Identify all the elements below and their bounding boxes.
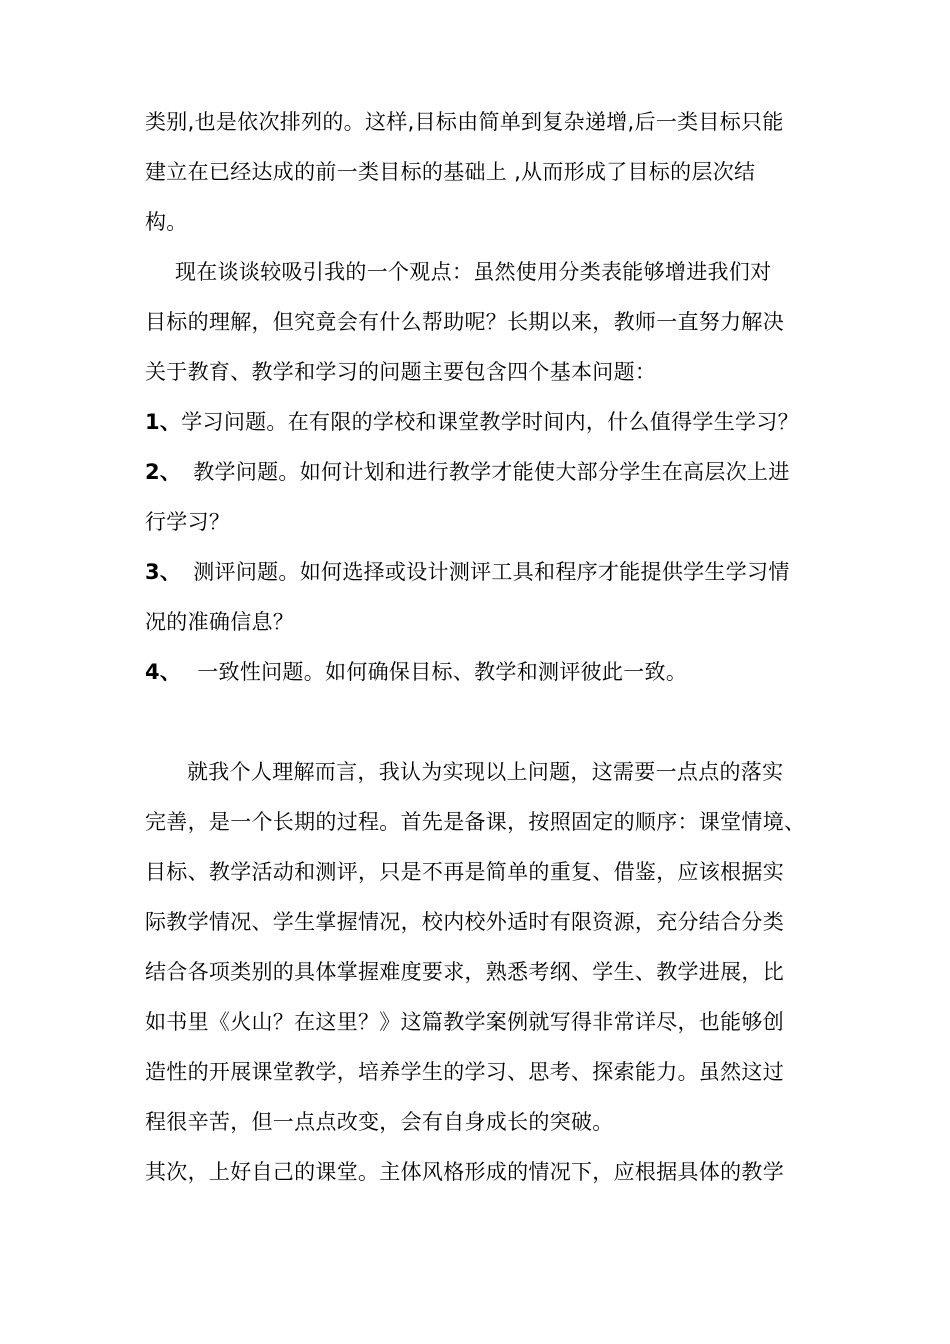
list-item-text: 学习问题。在有限的学校和课堂教学时间内，什么值得学生学习？: [181, 410, 799, 434]
text-line: 关于教育、教学和学习的问题主要包含四个基本问题：: [145, 360, 657, 384]
list-item-1: [145, 408, 799, 436]
text-line: 造性的开展课堂教学，培养学生的学习、思考、探索能力。虽然这过: [145, 1060, 784, 1084]
text-line: 目标、教学活动和测评，只是不再是简单的重复、借鉴，应该根据实: [145, 860, 784, 884]
text-line: 构。: [145, 210, 188, 234]
list-item-3: [145, 558, 790, 586]
text-line: 完善，是一个长期的过程。首先是备课，按照固定的顺序：课堂情境、: [145, 810, 806, 834]
text-line: 目标的理解，但究竟会有什么帮助呢？长期以来，教师一直努力解决: [145, 310, 784, 334]
list-item-text: 一致性问题。如何确保目标、教学和测评彼此一致。: [197, 660, 688, 684]
text-line: 结合各项类别的具体掌握难度要求，熟悉考纲、学生、教学进展，比: [145, 960, 784, 984]
paragraph-start-line: 就我个人理解而言，我认为实现以上问题，这需要一点点的落实: [187, 760, 784, 784]
text-line: 况的准确信息？: [145, 610, 295, 634]
text-line: 如书里《火山？在这里？》这篇教学案例就写得非常详尽，也能够创: [145, 1010, 784, 1034]
list-item-4: [145, 658, 687, 686]
list-number: 3、: [145, 560, 182, 584]
paragraph-start-line: 其次，上好自己的课堂。主体风格形成的情况下，应根据具体的教学: [145, 1160, 784, 1184]
list-number: 2、: [145, 460, 182, 484]
text-line: 行学习？: [145, 510, 231, 534]
text-line: 类别,也是依次排列的。这样,目标由简单到复杂递增,后一类目标只能: [145, 110, 784, 134]
text-line: 际教学情况、学生掌握情况，校内校外适时有限资源，充分结合分类: [145, 910, 784, 934]
list-item-text: 教学问题。如何计划和进行教学才能使大部分学生在高层次上进: [193, 460, 790, 484]
list-item-2: [145, 458, 790, 486]
list-number: 1、: [145, 410, 182, 434]
text-line: 建立在已经达成的前一类目标的基础上 ,从而形成了目标的层次结: [145, 160, 756, 184]
list-number: 4、: [145, 660, 182, 684]
text-line: 程很辛苦，但一点点改变，会有自身成长的突破。: [145, 1110, 614, 1134]
paragraph-start-line: 现在谈谈较吸引我的一个观点：虽然使用分类表能够增进我们对: [175, 260, 772, 284]
list-item-text: 测评问题。如何选择或设计测评工具和程序才能提供学生学习情: [193, 560, 790, 584]
